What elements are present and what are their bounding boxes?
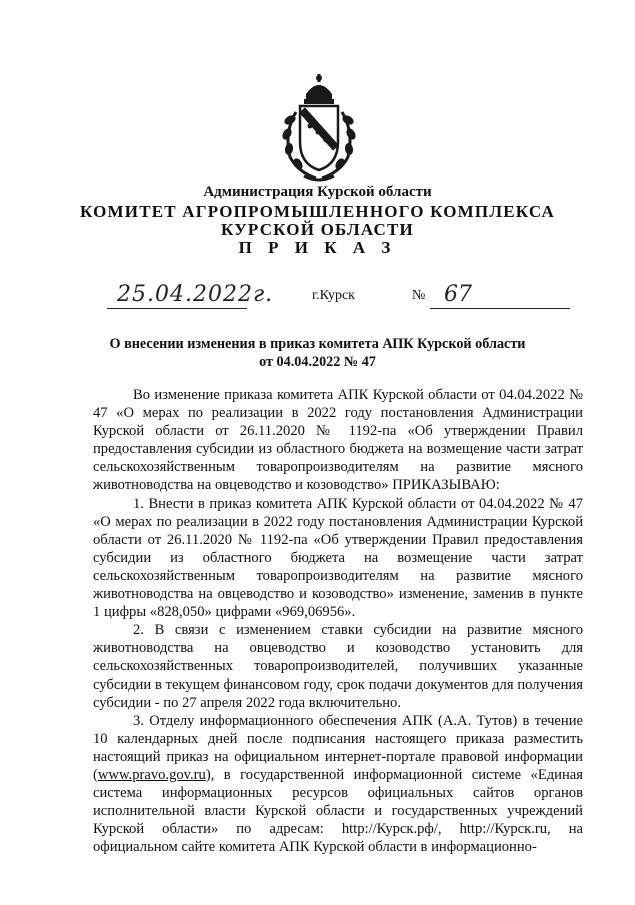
committee-name: КОМИТЕТ АГРОПРОМЫШЛЕННОГО КОМПЛЕКСА — [80, 202, 555, 221]
document-body — [93, 386, 583, 856]
subject-line-2: от 04.04.2022 № 47 — [259, 354, 376, 370]
number-label: № — [412, 288, 426, 303]
handwritten-number: 67 — [430, 282, 570, 309]
document-type: П Р И К А З — [238, 238, 397, 257]
dateline — [0, 282, 635, 312]
paragraph-1: 1. Внести в приказ комитета АПК Курской области от 04.04.2022 № 47 «О мерах по реализации в 2022 году постановления Администрации Курской области от 26.11.2020 № 1192-па «Об утверждении Правил предоставления субсидии из областного бюджета на возмещение части затрат сельскохозяйственным товаропроизводителям на развитие мясного животноводства на овцеводство и козоводство» изменение, заменив в пункте 1 цифры «828,050» цифрами «969,06956». — [93, 495, 583, 621]
subject-line-1: О внесении изменения в приказ комитета АПК Курской области — [109, 336, 526, 352]
paragraph-preamble: Во изменение приказа комитета АПК Курской области от 04.04.2022 № 47 «О мерах по реализации в 2022 году постановления Администрации Курской области от 26.11.2020 № 1192-па «Об утверждении Правил предоставления субсидии из областного бюджета на возмещение части затрат сельскохозяйственным товаропроизводителям на развитие мясного животноводства на овцеводство и козоводство» ПРИКАЗЫВАЮ: — [93, 387, 583, 494]
paragraph-3 — [93, 712, 583, 857]
region-name: КУРСКОЙ ОБЛАСТИ — [221, 220, 414, 239]
coat-of-arms-emblem — [278, 72, 360, 184]
admin-name: Администрация Курской области — [203, 184, 432, 200]
document-subject — [0, 335, 635, 371]
paragraph-2: 2. В связи с изменением ставки субсидии на развитие мясного животноводства на овцеводство и козоводство установить для сельскохозяйственных товаропроизводителей, получивших указанные субсидии в текущем финансовом году, срок подачи документов для получения субсидии - по 27 апреля 2022 года включительно. — [93, 622, 583, 711]
paragraph-3-part-a: 3. Отделу информационного обеспечения АПК (А.А. Тутов) в течение 10 календарных дней после подписания настоящего приказа разместить настоящий приказ на официальном интернет-портале правовой информации ( — [93, 712, 583, 783]
paragraph-3-part-b: ), в государственной информационной системе «Единая система информационных ресурсов официальных сайтов органов исполнительной власти Курской области и государственных учреждений Курской области» по адресам: http://Курск.рф/, http://Курск.ru, на официальном сайте комитета АПК Курской области в информационно- — [93, 766, 583, 856]
handwritten-date: 25.04.2022г. — [107, 282, 247, 309]
city: г.Курск — [312, 288, 355, 303]
pravo-gov-link[interactable]: www.pravo.gov.ru — [97, 766, 206, 783]
